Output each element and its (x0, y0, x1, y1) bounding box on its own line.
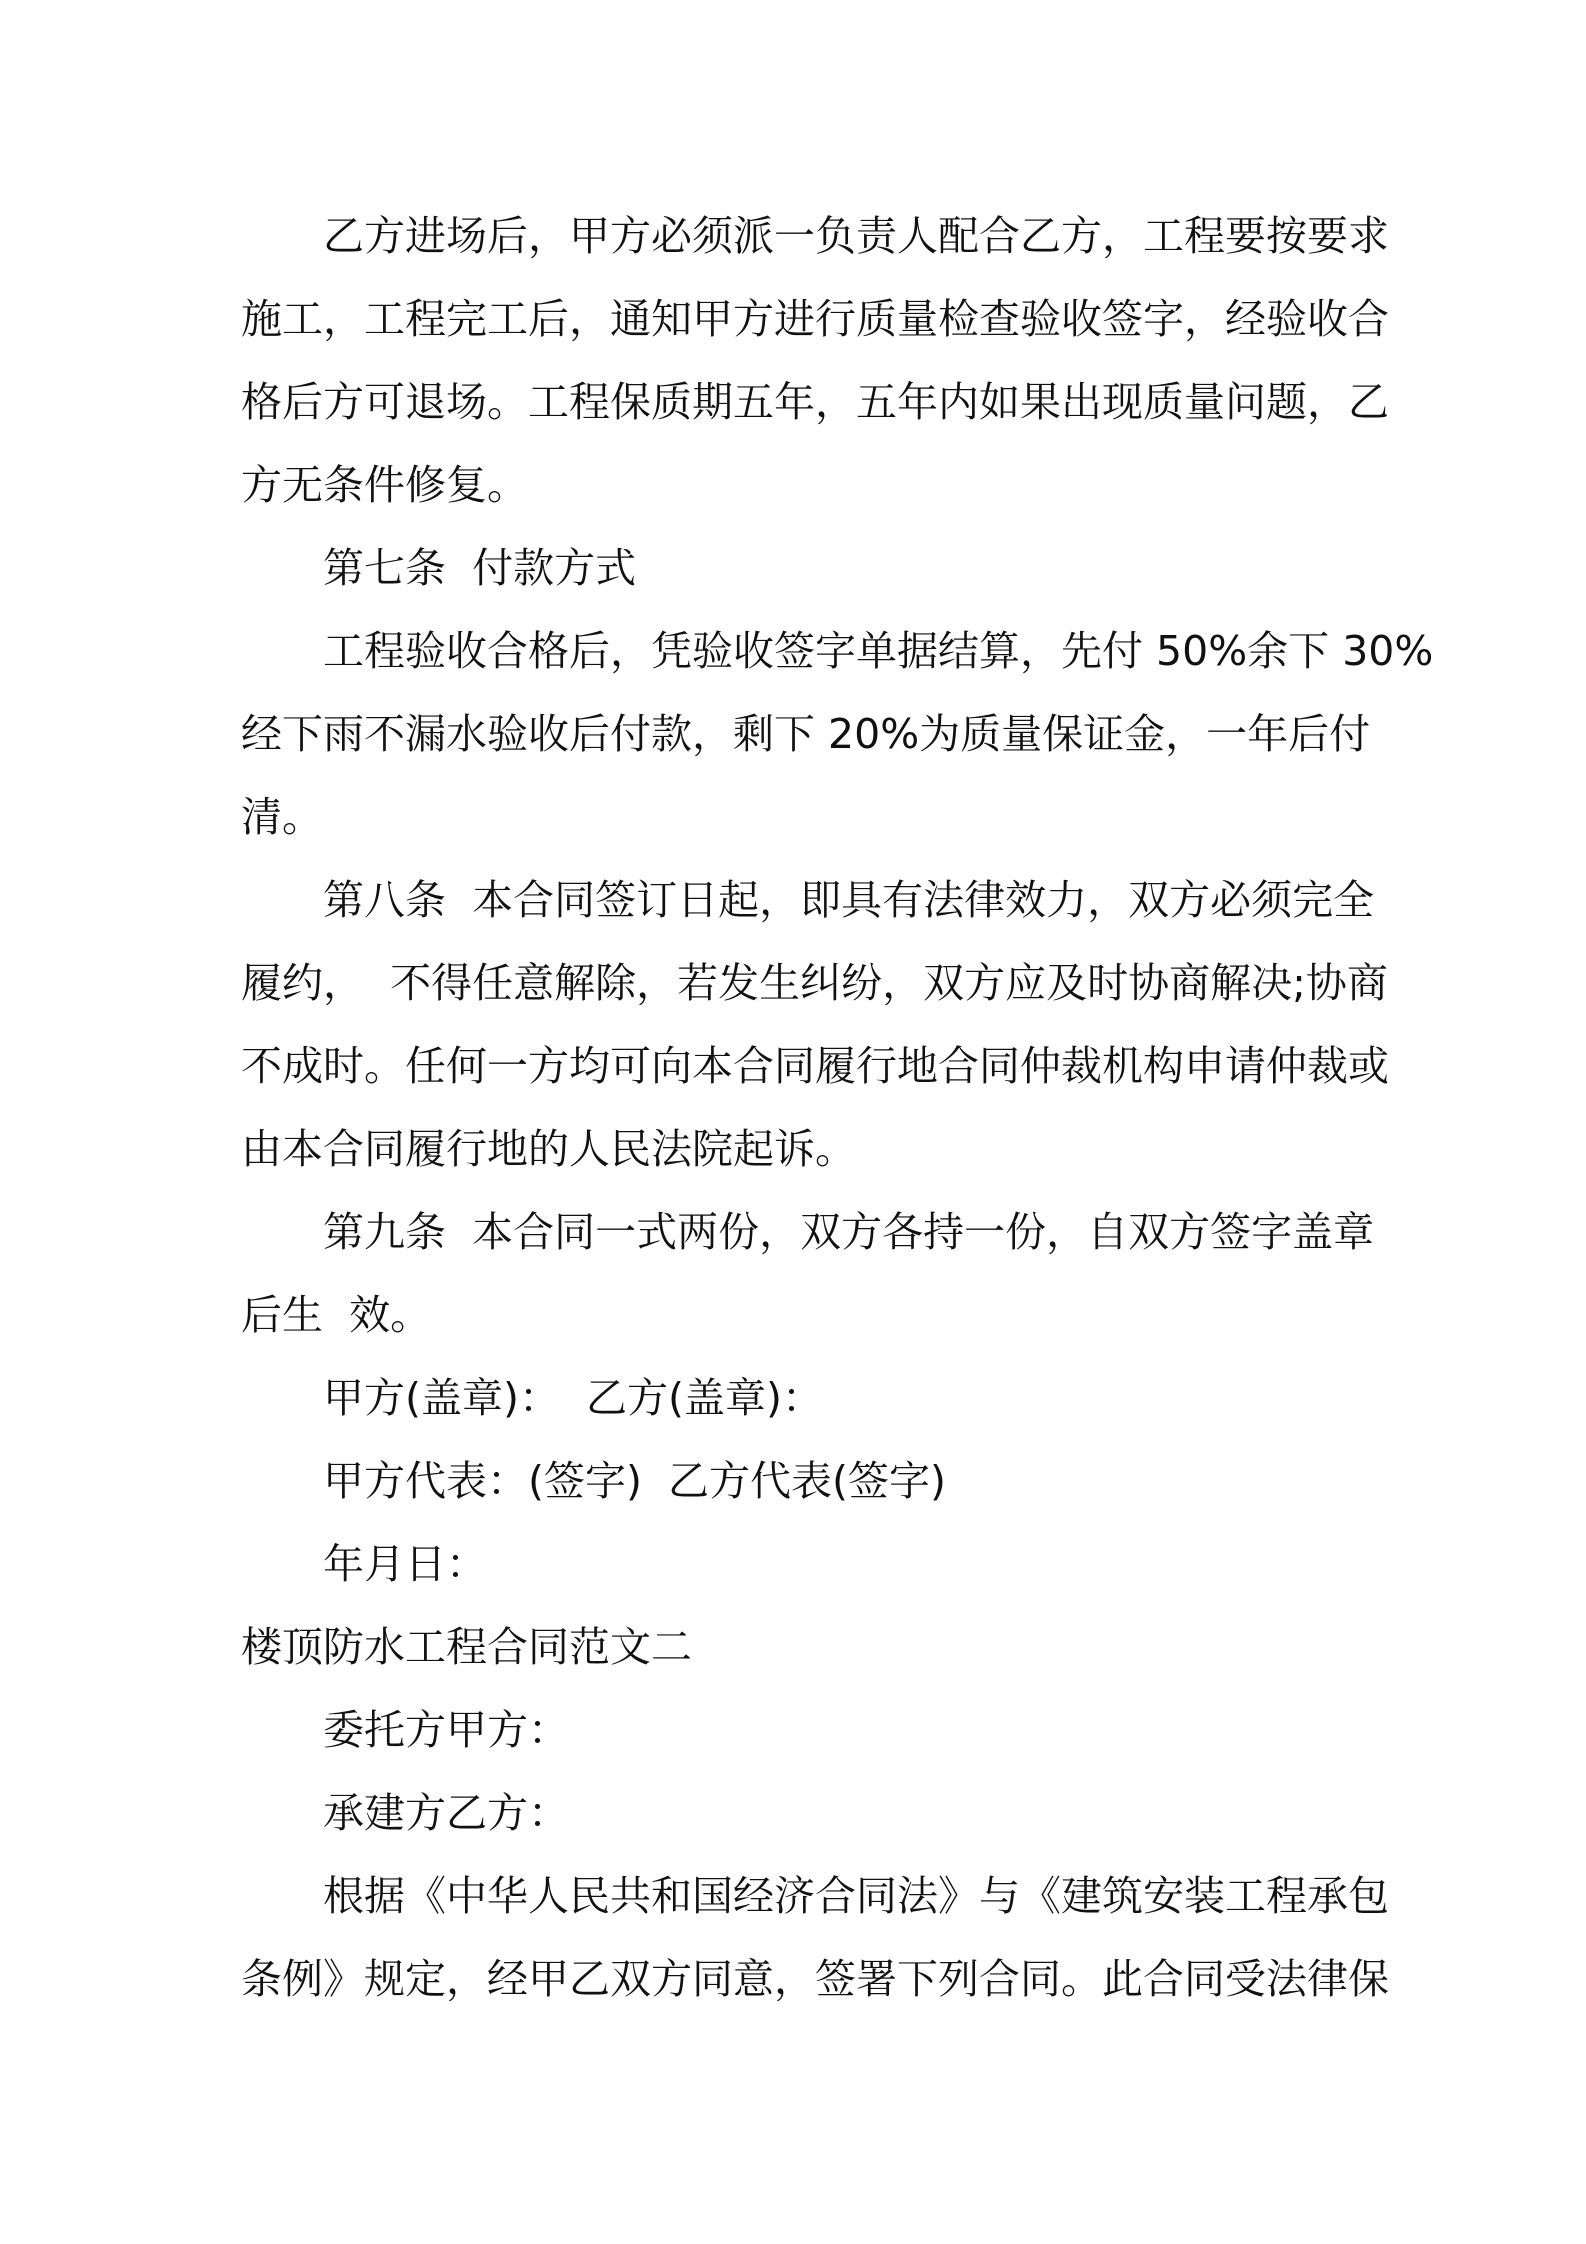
date-line (241, 1523, 1353, 1606)
text-line: 年月日： (323, 1540, 487, 1588)
seal-line (241, 1357, 1353, 1440)
text-line: 乙方进场后，甲方必须派一负责人配合乙方，工程要按要求 (323, 212, 1389, 260)
client-party-line (241, 1689, 1353, 1772)
text-line: 第七条 付款方式 (323, 544, 637, 592)
text-line: 清。 (241, 793, 323, 841)
document-body (241, 195, 1434, 2021)
text-line: 履约， 不得任意解除，若发生纠纷，双方应及时协商解决;协商 (241, 959, 1388, 1007)
paragraph-legal-basis (241, 1855, 1389, 2021)
representative-line (241, 1440, 1353, 1523)
text-line: 格后方可退场。工程保质期五年，五年内如果出现质量问题，乙 (241, 378, 1389, 426)
article-7-heading (241, 527, 1353, 610)
paragraph-payment (241, 610, 1434, 859)
text-line: 承建方乙方： (323, 1789, 569, 1837)
paragraph-inspection (241, 195, 1389, 527)
section-title-2 (241, 1606, 1353, 1689)
article-9 (241, 1191, 1375, 1357)
text-line: 工程验收合格后，凭验收签字单据结算，先付 50%余下 30% (323, 627, 1434, 675)
article-8 (241, 859, 1389, 1191)
text-line: 楼顶防水工程合同范文二 (241, 1623, 692, 1671)
contractor-party-line (241, 1772, 1353, 1855)
text-line: 第八条 本合同签订日起，即具有法律效力，双方必须完全 (323, 876, 1375, 924)
text-line: 方无条件修复。 (241, 461, 528, 509)
text-line: 条例》规定，经甲乙双方同意，签署下列合同。此合同受法律保 (241, 1955, 1389, 2003)
text-line: 施工，工程完工后，通知甲方进行质量检查验收签字，经验收合 (241, 295, 1389, 343)
text-line: 甲方(盖章)： 乙方(盖章)： (323, 1374, 824, 1422)
text-line: 甲方代表：(签字) 乙方代表(签字) (323, 1457, 947, 1505)
text-line: 根据《中华人民共和国经济合同法》与《建筑安装工程承包 (323, 1872, 1389, 1920)
text-line: 后生 效。 (241, 1291, 432, 1339)
text-line: 不成时。任何一方均可向本合同履行地合同仲裁机构申请仲裁或 (241, 1042, 1389, 1090)
text-line: 经下雨不漏水验收后付款，剩下 20%为质量保证金，一年后付 (241, 710, 1371, 758)
text-line: 第九条 本合同一式两份，双方各持一份，自双方签字盖章 (323, 1208, 1375, 1256)
text-line: 由本合同履行地的人民法院起诉。 (241, 1125, 856, 1173)
text-line: 委托方甲方： (323, 1706, 569, 1754)
